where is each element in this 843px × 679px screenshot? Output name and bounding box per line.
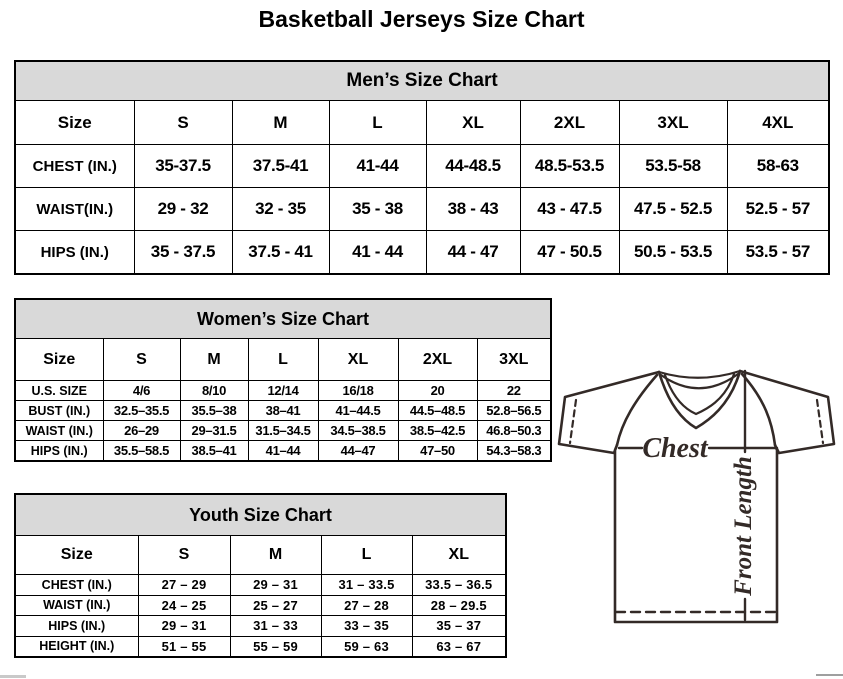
table-cell: 4/6 [103,381,180,401]
table-cell: 51 – 55 [138,636,230,657]
table-cell: 44-48.5 [426,145,520,188]
table-cell: 44–47 [318,441,398,462]
table-cell: 38.5–41 [180,441,248,462]
table-cell: 32.5–35.5 [103,401,180,421]
column-header: Size [15,536,138,575]
table-cell: 33 – 35 [321,616,412,637]
column-header: 2XL [398,339,477,381]
table-cell: 54.3–58.3 [477,441,551,462]
womens-size-header-row [15,339,551,381]
column-header: XL [318,339,398,381]
table-cell: 53.5-58 [619,145,727,188]
mens-size-header-row [15,101,829,145]
column-header: S [138,536,230,575]
table-cell: 31 – 33.5 [321,575,412,596]
column-header: M [232,101,329,145]
table-cell: 35 - 38 [329,188,426,231]
table-cell: 35 - 37.5 [134,231,232,275]
womens-size-chart-table [14,298,552,462]
table-cell: 29–31.5 [180,421,248,441]
row-label: CHEST (IN.) [15,575,138,596]
row-label: WAIST (IN.) [15,421,103,441]
table-cell: 37.5-41 [232,145,329,188]
row-label: HIPS (IN.) [15,231,134,275]
womens-chart-title: Women’s Size Chart [15,299,551,339]
right-cuff-stitch-line [817,400,823,443]
table-cell: 44.5–48.5 [398,401,477,421]
table-cell: 31 – 33 [230,616,321,637]
column-header: 4XL [727,101,829,145]
table-cell: 34.5–38.5 [318,421,398,441]
table-cell: 41-44 [329,145,426,188]
womens-chart-header-band [15,299,551,339]
table-cell: 29 - 32 [134,188,232,231]
table-cell: 47 - 50.5 [520,231,619,275]
column-header: L [248,339,318,381]
table-cell: 38 - 43 [426,188,520,231]
youth-chart-title: Youth Size Chart [15,494,506,536]
table-cell: 32 - 35 [232,188,329,231]
column-header: XL [426,101,520,145]
scrollbar-fragment-left [0,675,26,678]
table-row [15,145,829,188]
column-header: M [230,536,321,575]
jersey-measurement-diagram [553,358,838,630]
table-cell: 52.5 - 57 [727,188,829,231]
row-label: U.S. SIZE [15,381,103,401]
column-header: S [103,339,180,381]
column-header: Size [15,339,103,381]
table-cell: 38.5–42.5 [398,421,477,441]
row-label: BUST (IN.) [15,401,103,421]
table-cell: 41–44 [248,441,318,462]
mens-chart-title: Men’s Size Chart [15,61,829,101]
column-header: 3XL [619,101,727,145]
table-row [15,188,829,231]
table-row [15,231,829,275]
table-cell: 46.8–50.3 [477,421,551,441]
table-row [15,616,506,637]
table-row [15,575,506,596]
mens-chart-header-band [15,61,829,101]
table-cell: 35.5–58.5 [103,441,180,462]
table-cell: 35-37.5 [134,145,232,188]
row-label: CHEST (IN.) [15,145,134,188]
table-cell: 47–50 [398,441,477,462]
table-cell: 8/10 [180,381,248,401]
table-row [15,401,551,421]
table-cell: 44 - 47 [426,231,520,275]
table-cell: 27 – 28 [321,595,412,616]
table-cell: 29 – 31 [230,575,321,596]
table-row [15,595,506,616]
table-cell: 37.5 - 41 [232,231,329,275]
scrollbar-fragment-right [816,674,843,676]
table-cell: 25 – 27 [230,595,321,616]
row-label: HIPS (IN.) [15,441,103,462]
column-header: S [134,101,232,145]
table-cell: 35 – 37 [412,616,506,637]
youth-chart-header-band [15,494,506,536]
table-cell: 41–44.5 [318,401,398,421]
collar-top-arc [659,371,740,378]
table-cell: 43 - 47.5 [520,188,619,231]
mens-size-chart-table [14,60,830,275]
table-row [15,441,551,462]
row-label: WAIST (IN.) [15,595,138,616]
table-cell: 48.5-53.5 [520,145,619,188]
table-row [15,636,506,657]
table-row [15,421,551,441]
column-header: Size [15,101,134,145]
table-cell: 35.5–38 [180,401,248,421]
row-label: HEIGHT (IN.) [15,636,138,657]
column-header: L [329,101,426,145]
column-header: M [180,339,248,381]
jersey-outline [559,371,834,622]
page-title: Basketball Jerseys Size Chart [258,6,585,32]
table-cell: 12/14 [248,381,318,401]
table-cell: 28 – 29.5 [412,595,506,616]
table-cell: 41 - 44 [329,231,426,275]
table-cell: 24 – 25 [138,595,230,616]
table-cell: 16/18 [318,381,398,401]
table-cell: 29 – 31 [138,616,230,637]
column-header: 3XL [477,339,551,381]
youth-size-header-row [15,536,506,575]
table-row [15,381,551,401]
table-cell: 52.8–56.5 [477,401,551,421]
front-length-measure-label: Front Length [730,456,757,596]
column-header: 2XL [520,101,619,145]
table-cell: 27 – 29 [138,575,230,596]
table-cell: 31.5–34.5 [248,421,318,441]
column-header: L [321,536,412,575]
table-cell: 20 [398,381,477,401]
row-label: WAIST(IN.) [15,188,134,231]
table-cell: 55 – 59 [230,636,321,657]
column-header: XL [412,536,506,575]
table-cell: 59 – 63 [321,636,412,657]
left-cuff-stitch-line [570,400,576,443]
table-cell: 47.5 - 52.5 [619,188,727,231]
youth-size-chart-table [14,493,507,658]
table-cell: 63 – 67 [412,636,506,657]
table-cell: 38–41 [248,401,318,421]
right-sleeve-seam [742,374,775,445]
chest-measure-label: Chest [642,433,708,464]
row-label: HIPS (IN.) [15,616,138,637]
table-cell: 50.5 - 53.5 [619,231,727,275]
table-cell: 58-63 [727,145,829,188]
table-cell: 26–29 [103,421,180,441]
table-cell: 33.5 – 36.5 [412,575,506,596]
table-cell: 53.5 - 57 [727,231,829,275]
table-cell: 22 [477,381,551,401]
